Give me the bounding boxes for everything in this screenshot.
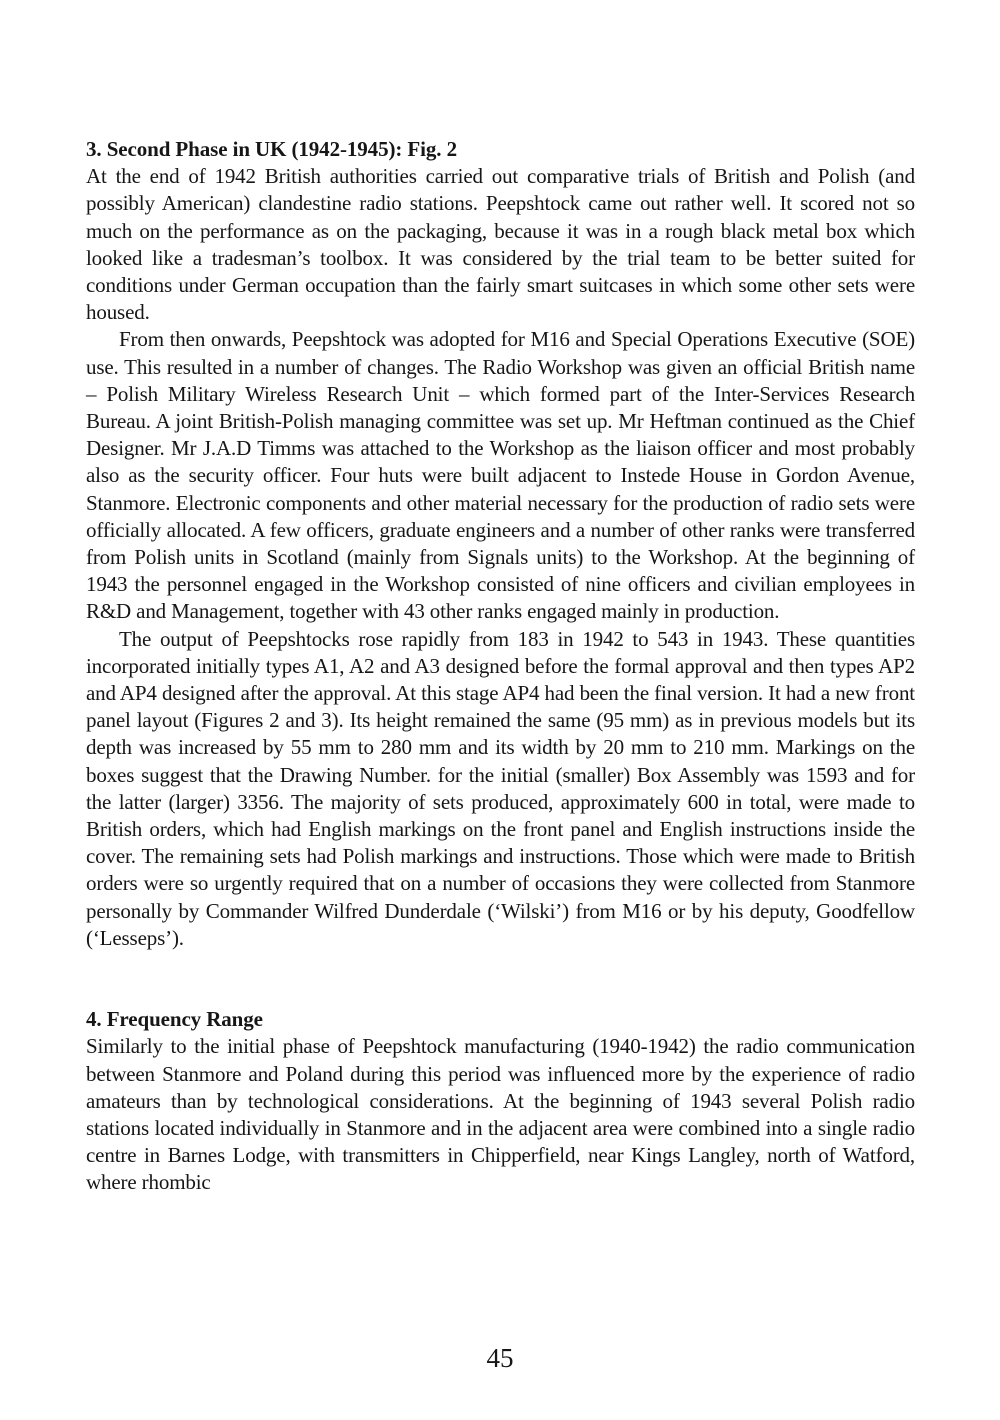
section-second-phase — [86, 136, 915, 952]
section-heading: 3. Second Phase in UK (1942-1945): Fig. 2 — [86, 137, 457, 161]
section-spacer — [86, 952, 915, 1006]
document-page — [86, 136, 915, 1197]
section-frequency-range — [86, 1006, 915, 1196]
paragraph: The output of Peepshtocks rose rapidly from 183 in 1942 to 543 in 1943. These quantities incorporated initially types A1, A2 and A3 designed before the formal approval and then types AP2 and AP4 designed after the approval. At this stage AP4 had been the final version. It had a new front panel layout (Figures 2 and 3). Its height remained the same (95 mm) as in previous models but its depth was increased by 55 mm to 280 mm and its width by 20 mm to 210 mm. Markings on the boxes suggest that the Drawing Number. for the initial (smaller) Box Assembly was 1593 and for the latter (larger) 3356. The majority of sets produced, approximately 600 in total, were made to British orders, which had English markings on the front panel and English instructions inside the cover. The remaining sets had Polish markings and instructions. Those which were made to British orders were so urgently required that on a number of occasions they were collected from Stanmore personally by Commander Wilfred Dunderdale (‘Wilski’) from M16 or by his deputy, Goodfellow (‘Lesseps’). — [86, 626, 915, 950]
paragraph: At the end of 1942 British authorities carried out comparative trials of British and Polish (and possibly American) clandestine radio stations. Peepshtock came out rather well. It scored not so much on the performance as on the packaging, because it was in a rough black metal box which looked like a tradesman’s toolbox. It was considered by the trial team to be better suited for conditions under German occupation than the fairly smart suitcases in which some other sets were housed. — [86, 164, 915, 325]
paragraph: Similarly to the initial phase of Peepshtock manufacturing (1940-1942) the radio communication between Stanmore and Poland during this period was influenced more by the experience of radio amateurs than by technological considerations. At the beginning of 1943 several Polish radio stations located individually in Stanmore and in the adjacent area were combined into a single radio centre in Barnes Lodge, with transmitters in Chipperfield, near Kings Langley, north of Watford, where rhombic — [86, 1034, 915, 1195]
page-number: 45 — [486, 1343, 514, 1373]
paragraph: From then onwards, Peepshtock was adopted for M16 and Special Operations Executive (SOE) use. This resulted in a number of changes. The Radio Workshop was given an official British name – Polish Military Wireless Research Unit – which formed part of the Inter-Services Research Bureau. A joint British-Polish managing committee was set up. Mr Heftman continued as the Chief Designer. Mr J.A.D Timms was attached to the Workshop as the liaison officer and most probably also as the security officer. Four huts were built adjacent to Instede House in Gordon Avenue, Stanmore. Electronic components and other material necessary for the production of radio sets were officially allocated. A few officers, graduate engineers and a number of other ranks were transferred from Polish units in Scotland (mainly from Signals units) to the Workshop. At the beginning of 1943 the personnel engaged in the Workshop consisted of nine officers and civilian employees in R&D and Management, together with 43 other ranks engaged mainly in production. — [86, 327, 915, 624]
section-heading: 4. Frequency Range — [86, 1007, 263, 1032]
